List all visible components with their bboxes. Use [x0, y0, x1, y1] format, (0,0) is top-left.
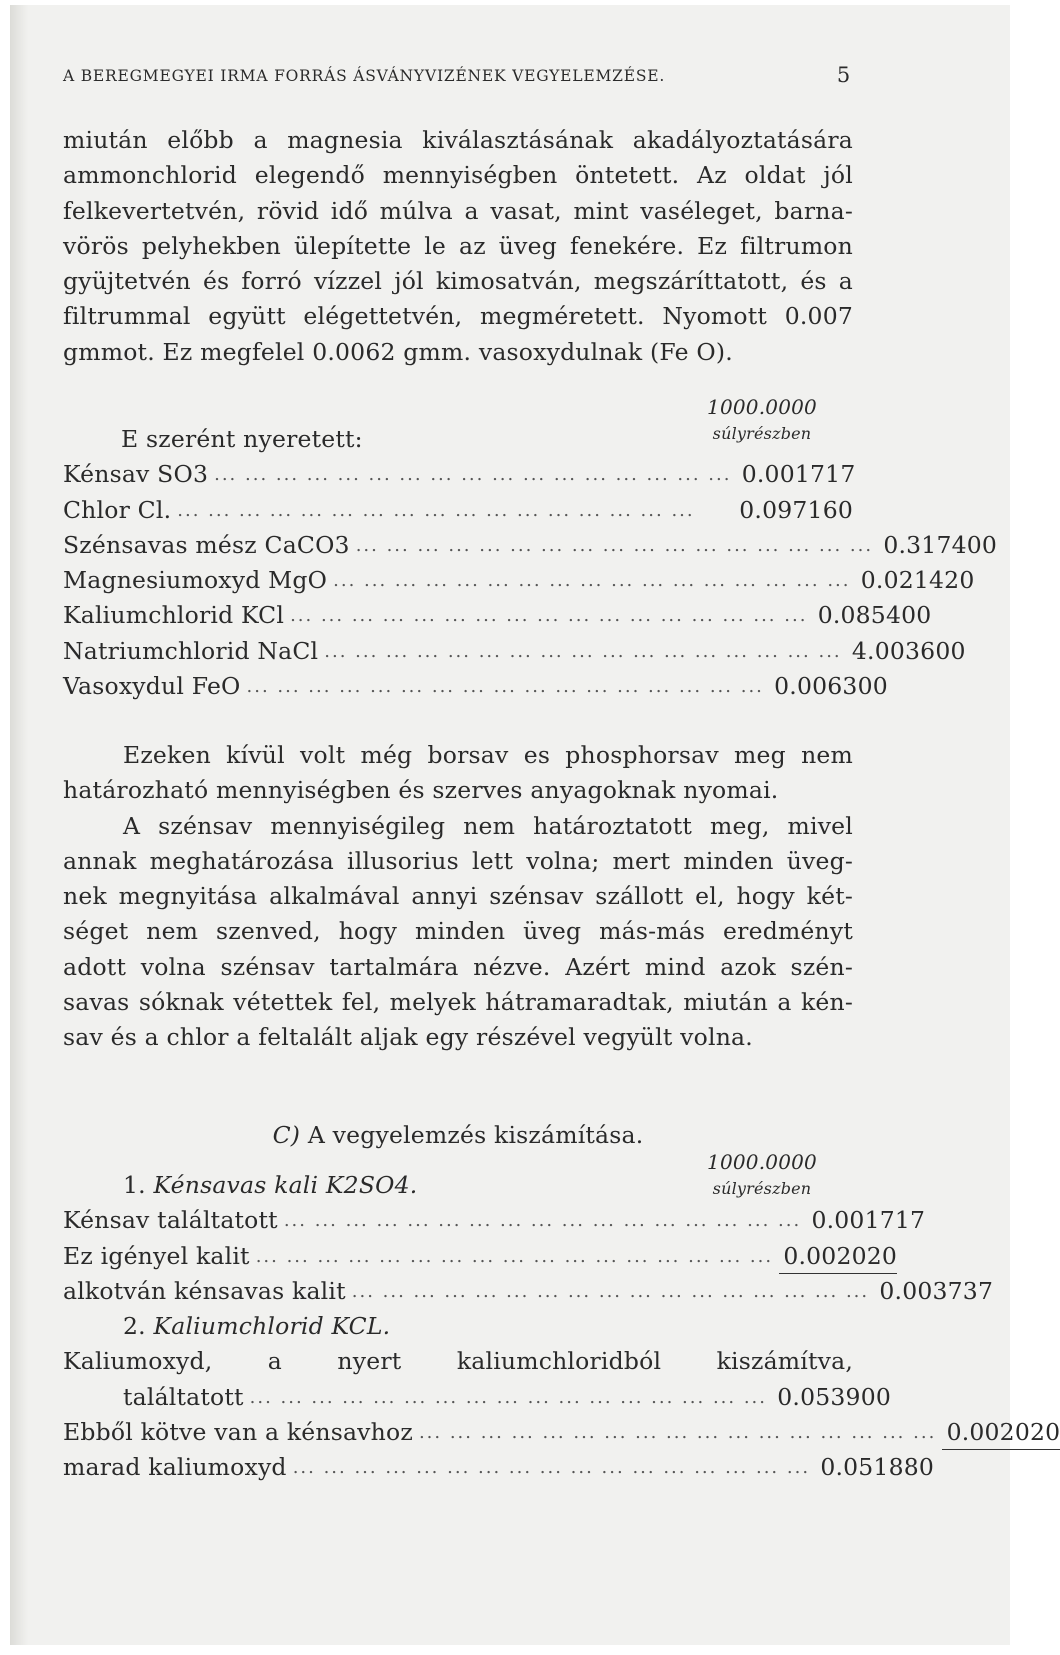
subsection-name: Kénsavas kali K2SO4. — [153, 1171, 418, 1199]
table-row: Natriumchlorid NaCl ... ... ... ... ... ... ... ... ... ... ... ... ... ... ... ... ... 4.003600 — [63, 634, 853, 669]
table-row: Kaliumchlorid KCl ... ... ... ... ... ... ... ... ... ... ... ... ... ... ... ... ... 0.085400 — [63, 598, 853, 633]
row-label: Kaliumchlorid KCl — [63, 601, 285, 630]
table-row: alkotván kénsavas kalit ... ... ... ... ... ... ... ... ... ... ... ... ... ... ... ... ... 0.003737 — [63, 1274, 853, 1309]
row-label: marad kaliumoxyd — [63, 1453, 287, 1482]
row-value: 0.003737 — [879, 1276, 994, 1305]
section-letter: C) — [272, 1121, 301, 1149]
subsection-name: Kaliumchlorid KCL. — [153, 1312, 391, 1341]
row-label: Szénsavas mész CaCO3 — [63, 530, 350, 559]
text-line: sav és a chlor a feltalált aljak egy részével vegyült volna. — [63, 1023, 753, 1052]
row-label: Chlor Cl. — [63, 495, 172, 524]
row-value: 0.051880 — [820, 1453, 935, 1482]
row-label: Kénsav találtatott — [63, 1206, 278, 1235]
subsection-number: 1. — [123, 1171, 146, 1199]
text-line: gmmot. Ez megfelel 0.0062 gmm. vasoxydulnak (Fe O). — [63, 337, 733, 366]
table-row: Magnesiumoxyd MgO ... ... ... ... ... ... ... ... ... ... ... ... ... ... ... ... ... 0.021420 — [63, 563, 853, 598]
text-line: filtrummal együtt elégettetvén, megméretett. Nyomott 0.007 — [63, 302, 853, 331]
text-line: séget nem szenved, hogy minden üveg más-más eredményt — [63, 917, 853, 946]
intro-paragraph — [63, 123, 853, 370]
row-label: Ez igényel kalit — [63, 1241, 250, 1270]
table-row: marad kaliumoxyd ... ... ... ... ... ... ... ... ... ... ... ... ... ... ... ... ... 0.051880 — [63, 1450, 853, 1485]
unit-label: súlyrészben — [712, 1179, 812, 1198]
text-line: miután előbb a magnesia kiválasztásának akadályoztatására — [63, 126, 853, 154]
section-title: A vegyelemzés kiszámítása. — [307, 1121, 644, 1149]
row-label: Ebből kötve van a kénsavhoz — [63, 1418, 413, 1447]
row-value: 0.001717 — [811, 1206, 926, 1235]
subsection-2-heading — [63, 1309, 853, 1344]
row-value: 0.002020 — [942, 1415, 1060, 1450]
text-line: gyüjtetvén és forró vízzel jól kimosatván, megszáríttatott, és a — [63, 267, 853, 296]
row-value: 0.053900 — [777, 1382, 891, 1411]
text-line: Ezeken kívül volt még borsav es phosphorsav meg nem — [123, 741, 853, 769]
unit-label: súlyrészben — [712, 424, 812, 443]
header-title: A BEREGMEGYEI IRMA FORRÁS ÁSVÁNYVIZÉNEK VEGYELEMZÉSE. — [63, 67, 666, 85]
row-label: Natriumchlorid NaCl — [63, 636, 319, 665]
notes-paragraph — [63, 738, 853, 1056]
subsection-1-heading — [63, 1168, 853, 1203]
subsection-lead: Kaliumoxyd, a nyert kaliumchloridból kiszámítva, — [63, 1347, 853, 1376]
row-value: 0.002020 — [779, 1239, 897, 1274]
results-intro: E szerént nyeretett: — [121, 425, 363, 453]
calc-table — [63, 1168, 1060, 1486]
text-line: határozható mennyiségben és szerves anyagoknak nyomai. — [63, 776, 779, 805]
row-label: Kénsav SO3 — [63, 460, 209, 489]
table-row: Ebből kötve van a kénsavhoz ... ... ... ... ... ... ... ... ... ... ... ... ... ... ... ... ... 0.002020 — [63, 1415, 853, 1450]
table-row: Kénsav találtatott ... ... ... ... ... ... ... ... ... ... ... ... ... ... ... ... ... 0.001717 — [63, 1203, 853, 1238]
table-row: Ez igényel kalit ... ... ... ... ... ... ... ... ... ... ... ... ... ... ... ... ... 0.002020 — [63, 1239, 853, 1274]
row-value: 4.003600 — [851, 636, 966, 665]
scanned-page — [10, 5, 1060, 1645]
row-value: 0.317400 — [883, 530, 998, 559]
table-row: Szénsavas mész CaCO3 ... ... ... ... ... ... ... ... ... ... ... ... ... ... ... ... ... 0.317400 — [63, 528, 853, 563]
unit-value: 1000.0000 — [707, 395, 817, 419]
text-line: savas sóknak vétettek fel, melyek hátramaradtak, miután a kén- — [63, 988, 853, 1017]
text-line: A szénsav mennyiségileg nem határoztatott meg, mivel — [123, 811, 853, 840]
row-value: 0.097160 — [739, 495, 853, 524]
row-value: 0.021420 — [860, 566, 975, 595]
table-row: találtatott ... ... ... ... ... ... ... ... ... ... ... ... ... ... ... ... ... 0.053900 — [63, 1380, 853, 1415]
row-label: alkotván kénsavas kalit — [63, 1276, 346, 1305]
table-row: Chlor Cl. ... ... ... ... ... ... ... ... ... ... ... ... ... ... ... ... ... 0.097160 — [63, 493, 853, 528]
page-number: 5 — [836, 63, 851, 87]
running-header — [63, 63, 853, 87]
row-label: Vasoxydul FeO — [63, 672, 241, 701]
text-line: adott volna szénsav tartalmára nézve. Azért mind azok szén- — [63, 952, 853, 981]
row-value: 0.001717 — [741, 460, 856, 489]
row-label: találtatott — [123, 1382, 244, 1411]
text-line: ammonchlorid elegendő mennyiségben öntetett. Az oldat jól — [63, 161, 853, 190]
row-value: 0.085400 — [817, 601, 932, 630]
results-table — [63, 422, 998, 704]
unit-value: 1000.0000 — [707, 1150, 817, 1174]
text-line: felkevertetvén, rövid idő múlva a vasat, mint vaséleget, barna- — [63, 196, 853, 225]
row-label: Magnesiumoxyd MgO — [63, 566, 328, 595]
row-value: 0.006300 — [774, 672, 888, 701]
text-line: annak meghatározása illusorius lett volna; mert minden üveg- — [63, 846, 853, 875]
text-line: vörös pelyhekben ülepítette le az üveg fenekére. Ez filtrumon — [63, 231, 853, 260]
table-row: Kénsav SO3 ... ... ... ... ... ... ... ... ... ... ... ... ... ... ... ... ... 0.001717 — [63, 457, 853, 492]
table-row: Vasoxydul FeO ... ... ... ... ... ... ... ... ... ... ... ... ... ... ... ... ... 0.006300 — [63, 669, 853, 704]
text-line: nek megnyitása alkalmával annyi szénsav szállott el, hogy két- — [63, 882, 853, 911]
subsection-number: 2. — [123, 1312, 146, 1341]
page-edge-shadow — [10, 5, 28, 1645]
